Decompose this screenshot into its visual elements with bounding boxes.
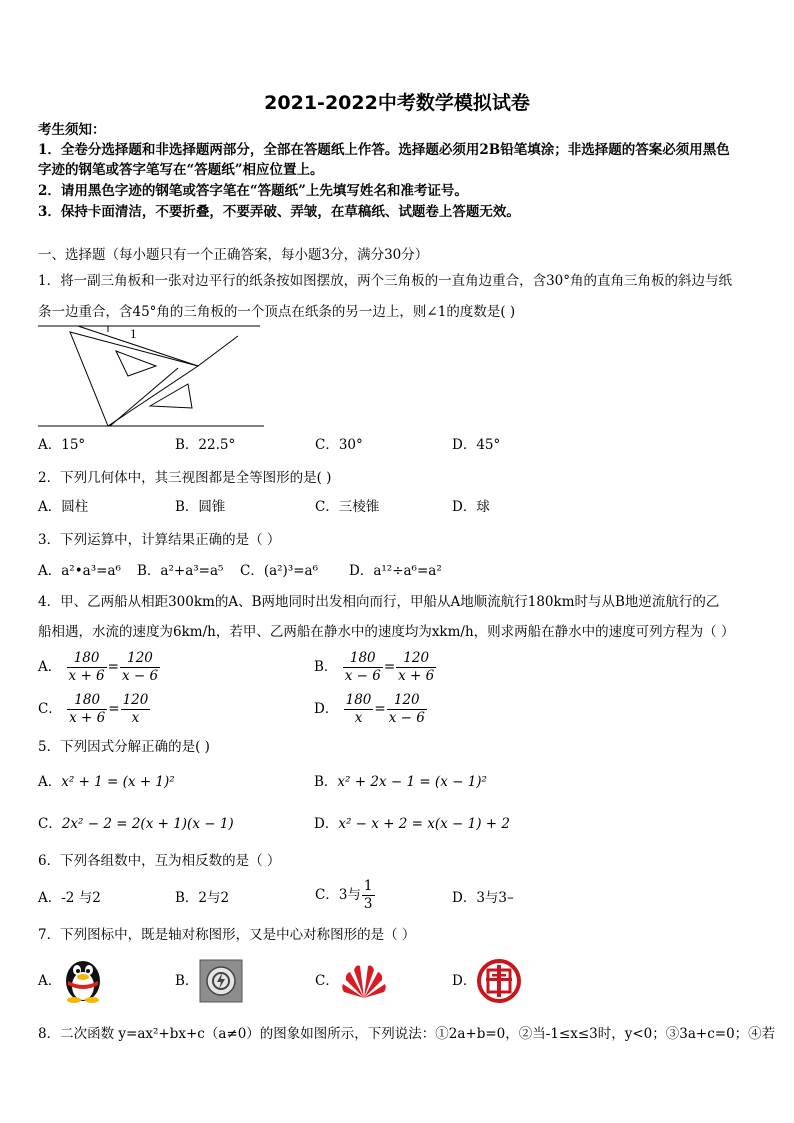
- q1-triangle-figure: [38, 318, 268, 430]
- q5-option-d[interactable]: [314, 814, 510, 834]
- q1-option-a[interactable]: A．15°: [38, 437, 86, 453]
- huawei-logo-icon: [340, 960, 388, 1000]
- q3-stem: 3．下列运算中，计算结果正确的是（ ）: [38, 532, 281, 548]
- bank-logo-icon: [476, 958, 522, 1004]
- q7-option-a-label[interactable]: A．: [38, 973, 62, 989]
- numerator: 180: [343, 650, 383, 668]
- fraction: [362, 878, 375, 913]
- option-text: C．3与: [315, 887, 361, 903]
- option-label: D．: [314, 816, 339, 832]
- fraction: [387, 692, 427, 727]
- option-label: A．: [38, 659, 62, 675]
- option-label: B．: [314, 774, 338, 790]
- denominator: x − 6: [388, 710, 425, 726]
- notice-line: 1．全卷分选择题和非选择题两部分，全部在答题纸上作答。选择题必须用2B铅笔填涂；非选择题的答案必须用黑色: [38, 142, 730, 158]
- q2-stem: 2．下列几何体中，其三视图都是全等图形的是( ): [38, 470, 332, 486]
- q5-option-c[interactable]: [38, 814, 234, 834]
- q7-option-b-label[interactable]: B．: [175, 973, 199, 989]
- fraction: [67, 650, 107, 685]
- q3-option-b[interactable]: B．a²+a³=a⁵: [137, 563, 224, 579]
- q7-option-c-label[interactable]: C．: [315, 973, 339, 989]
- option-label: C．: [38, 701, 62, 717]
- fraction: [67, 692, 107, 727]
- q6-stem: 6．下列各组数中，互为相反数的是（ ）: [38, 853, 281, 869]
- q3-option-c[interactable]: C．(a²)³=a⁶: [240, 563, 319, 579]
- q6-option-b[interactable]: B．2与2: [175, 890, 230, 906]
- q6-option-d[interactable]: D．3与3–: [452, 890, 514, 906]
- q4-stem: 船相遇，水流的速度为6km/h，若甲、乙两船在静水中的速度均为xkm/h，则求两船在静水中的速度可列方程为（ ）: [38, 624, 735, 640]
- denominator: x + 6: [69, 710, 106, 726]
- option-label: D．: [314, 701, 339, 717]
- fraction: [396, 650, 436, 685]
- q7-option-d-label[interactable]: D．: [452, 973, 477, 989]
- numerator: 120: [122, 692, 149, 708]
- q2-option-b[interactable]: B．圆锥: [175, 499, 226, 515]
- q5-stem: 5．下列因式分解正确的是( ): [38, 739, 210, 755]
- expression: x² + 1 = (x + 1)²: [61, 774, 175, 790]
- option-label: C．: [38, 816, 62, 832]
- numerator: 1: [363, 878, 373, 894]
- section-heading: 一、选择题（每小题只有一个正确答案，每小题3分，满分30分）: [38, 247, 429, 263]
- q4-stem: 4．甲、乙两船从相距300km的A、B两地同时出发相向而行，甲船从A地顺流航行180km时与从B地逆流航行的乙: [38, 594, 720, 610]
- option-label: B．: [314, 659, 338, 675]
- penguin-icon: [62, 954, 104, 1004]
- expression: x² + 2x − 1 = (x − 1)²: [337, 774, 487, 790]
- numerator: 120: [120, 650, 160, 668]
- notice-line: 字迹的钢笔或答字笔写在“答题纸”相应位置上。: [38, 162, 324, 178]
- q3-option-a[interactable]: A．a²•a³=a⁶: [38, 563, 121, 579]
- fraction: [344, 692, 374, 727]
- q1-option-b[interactable]: B．22.5°: [175, 437, 236, 453]
- q1-stem: 条一边重合，含45°角的三角板的一个顶点在纸条的另一边上，则∠1的度数是( ): [38, 304, 516, 320]
- fraction: [120, 650, 160, 685]
- q1-stem: 1．将一副三角板和一张对边平行的纸条按如图摆放，两个三角板的一直角边重合，含30°角的直角三角板的斜边与纸: [38, 273, 733, 289]
- q6-option-c[interactable]: [315, 878, 376, 913]
- q4-option-b[interactable]: B． $\frac{180}{x - 6}$ = $\frac{120}{x + 6}$: [314, 650, 435, 684]
- q1-option-c[interactable]: C．30°: [315, 437, 363, 453]
- power-button-icon: [199, 959, 243, 1003]
- numerator: 120: [387, 692, 427, 710]
- q4-option-c[interactable]: C． $\frac{180}{x + 6}$ = $\frac{120}{x}$: [38, 692, 149, 726]
- numerator: 180: [345, 692, 372, 708]
- notice-line: 2．请用黑色字迹的钢笔或答字笔在“答题纸”上先填写姓名和准考证号。: [38, 183, 468, 199]
- denominator: 3: [363, 896, 373, 912]
- q2-option-c[interactable]: C．三棱锥: [315, 499, 380, 515]
- q2-option-d[interactable]: D．球: [452, 499, 490, 515]
- denominator: x − 6: [344, 668, 381, 684]
- q6-option-a[interactable]: A．-2 与2: [38, 890, 101, 906]
- denominator: x: [131, 710, 140, 726]
- q7-stem: 7．下列图标中，既是轴对称图形，又是中心对称图形的是（ ）: [38, 927, 416, 943]
- numerator: 120: [396, 650, 436, 668]
- q4-option-a[interactable]: A． $\frac{180}{x + 6}$ = $\frac{120}{x - 6}$: [38, 650, 159, 684]
- notice-heading: 考生须知：: [38, 122, 106, 138]
- q4-option-d[interactable]: D． $\frac{180}{x}$ = $\frac{120}{x - 6}$: [314, 692, 425, 726]
- q1-option-d[interactable]: D．45°: [452, 437, 501, 453]
- denominator: x + 6: [398, 668, 435, 684]
- denominator: x: [354, 710, 363, 726]
- denominator: x + 6: [68, 668, 105, 684]
- q5-option-b[interactable]: [314, 772, 487, 792]
- q5-option-a[interactable]: [38, 772, 175, 792]
- numerator: 180: [67, 692, 107, 710]
- expression: x² − x + 2 = x(x − 1) + 2: [338, 816, 510, 832]
- q1-angle-label: 1: [130, 326, 137, 341]
- denominator: x − 6: [121, 668, 159, 684]
- fraction: [121, 692, 151, 727]
- expression: 2x² − 2 = 2(x + 1)(x − 1): [61, 816, 234, 832]
- page-title: 2021-2022中考数学模拟试卷: [264, 92, 530, 114]
- q8-stem: 8．二次函数 y=ax²+bx+c（a≠0）的图象如图所示，下列说法：①2a+b=0，②当-1≤x≤3时，y<0；③3a+c=0；④若: [38, 1026, 776, 1042]
- q2-option-a[interactable]: A．圆柱: [38, 499, 89, 515]
- option-label: A．: [38, 774, 62, 790]
- numerator: 180: [67, 650, 107, 668]
- notice-line: 3．保持卡面清洁，不要折叠，不要弄破、弄皱，在草稿纸、试题卷上答题无效。: [38, 204, 520, 220]
- fraction: [343, 650, 383, 685]
- q3-option-d[interactable]: D．a¹²÷a⁶=a²: [349, 563, 442, 579]
